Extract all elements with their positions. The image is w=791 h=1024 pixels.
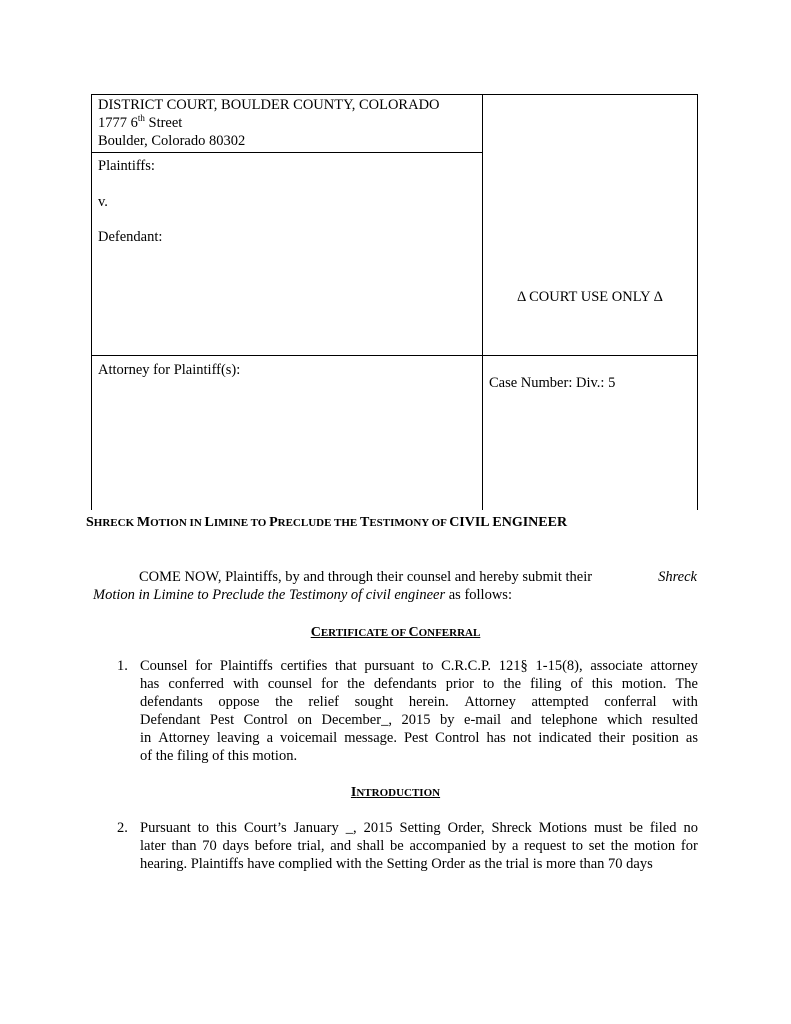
conferral-line [140,747,698,765]
word: with [232,676,259,692]
word: set [588,838,605,854]
title-cap: P [269,515,278,530]
word: Order, [447,820,485,836]
word: pursuant [364,658,415,674]
intro-italic: Shreck [658,569,697,585]
word: the [610,838,629,854]
intro-text: as follows: [445,587,512,603]
word: and [510,712,532,728]
word: days [222,838,250,854]
title-word: CIVIL ENGINEER [449,515,568,530]
conferral-line [140,729,698,747]
word: Court’s [243,820,287,836]
word: certifies [280,658,328,674]
court-address [98,114,182,132]
word: in [140,730,152,746]
plaintiffs-label: Plaintiffs: [98,158,155,174]
title-word: RECLUDE THE [277,517,360,529]
word: a [511,838,519,854]
word: accompanied [409,838,486,854]
word: be [629,820,643,836]
word: motion. [621,676,667,692]
title-word: ESTIMONY OF [369,517,450,529]
line-text [140,837,698,855]
word: 70 [202,838,217,854]
word: be [390,838,404,854]
word: January [293,820,339,836]
word: Control [435,730,480,746]
word: before [254,838,292,854]
line-text [140,819,698,837]
word: Defendant [140,712,201,728]
word: for [321,676,339,692]
word: Motions [538,820,588,836]
introduction-line [140,819,698,837]
line-text: hearing. Plaintiffs have complied with the Setting Order as the trial is more than 70 days [140,856,653,872]
section-heading-introduction [0,783,791,802]
title-cap: L [204,515,214,530]
word: voicemail [280,730,338,746]
word: the [503,676,522,692]
title-cap: M [136,515,151,530]
line-text [140,729,698,747]
word: their [598,730,626,746]
word: a [266,730,273,746]
intro-italic: Motion in Limine to Preclude the Testimony of civil engineer [93,587,446,603]
intro-paragraph [93,568,697,604]
title-cap: T [359,515,370,530]
word: as [685,730,698,746]
table-top-border [91,94,698,95]
word: trial, [297,838,325,854]
word: of [570,676,583,692]
word: conferred [168,676,224,692]
word: _, [345,820,357,836]
paragraph-number: 1. [117,658,128,674]
word: Attorney [158,730,210,746]
word: conferral [604,694,657,710]
title-word: HRECK [93,517,137,529]
word: has [486,730,506,746]
word: defendants [140,694,203,710]
word: message. [344,730,397,746]
word: to [482,676,495,692]
line-text [140,693,698,711]
word: which [607,712,643,728]
line-text [140,657,698,675]
word: not [512,730,532,746]
versus-label: v. [98,194,108,210]
word: and [330,838,352,854]
table-left-border [91,94,92,510]
word: associate [590,658,643,674]
word: sought [354,694,394,710]
word: the [275,694,293,710]
court-info-divider [91,152,483,153]
word: filed [649,820,677,836]
word: to [571,838,583,854]
word: leaving [216,730,260,746]
word: to [422,658,434,674]
word: indicated [538,730,592,746]
word: position [632,730,679,746]
word: to [197,820,210,836]
attorney-label: Attorney for Plaintiff(s): [98,362,241,378]
word: The [675,676,698,692]
word: oppose [218,694,260,710]
introduction-line [140,837,698,855]
word: Pest [403,730,429,746]
word: prior [445,676,474,692]
introduction-paragraph [140,819,698,873]
word: counsel [267,676,313,692]
word: filing [530,676,562,692]
paragraph-number: 2. [117,820,128,836]
word: defendants [373,676,437,692]
defendant-label: Defendant: [98,229,163,245]
word: resulted [651,712,698,728]
title-cap: S [86,515,94,530]
word: motion [634,838,676,854]
word: Attorney [464,694,516,710]
word: that [334,658,357,674]
word: Pursuant [140,820,191,836]
heading-cap: I [350,785,357,800]
word: Pest [209,712,235,728]
word: Setting [399,820,441,836]
heading-word: ONFERRAL [418,627,481,639]
word: by [440,712,455,728]
conferral-paragraph [140,657,698,765]
conferral-line [140,693,698,711]
word: has [140,676,160,692]
word: with [672,694,698,710]
title-word: OTION IN [150,517,205,529]
word: attorney [650,658,698,674]
heading-word: ERTIFICATE OF [320,627,409,639]
word: telephone [541,712,598,728]
line-text [140,675,698,693]
word: herein. [408,694,449,710]
caption-table [91,94,698,510]
intro-text: COME NOW, Plaintiffs, by and through their counsel and hereby submit their [139,569,593,585]
word: e-mail [464,712,502,728]
court-use-only: Δ COURT USE ONLY Δ [516,289,664,305]
word: 1-15(8), [535,658,583,674]
word: 2015 [363,820,393,836]
word: Shreck [491,820,532,836]
heading-cap: C [408,625,419,640]
word: for [195,658,213,674]
intro-line-2 [93,586,697,604]
word: by [491,838,507,854]
word: shall [356,838,385,854]
intro-line-1 [93,568,697,586]
address-street: Street [144,115,183,131]
court-name: DISTRICT COURT, BOULDER COUNTY, COLORADO [98,97,440,113]
conferral-line [140,711,698,729]
line-text: of the filing of this motion. [140,748,298,764]
word: later [140,838,166,854]
word: must [594,820,623,836]
word: this [216,820,237,836]
word: the [347,676,365,692]
word: for [680,838,698,854]
word: C.R.C.P. [441,658,492,674]
line-text [140,711,698,729]
word: request [524,838,566,854]
parties-divider [91,355,698,356]
introduction-line [140,855,698,873]
section-heading-conferral [0,623,791,642]
court-city: Boulder, Colorado 80302 [98,133,246,149]
word: Control [243,712,288,728]
address-number: 1777 6 [98,115,138,131]
word: 2015 [401,712,431,728]
word: relief [308,694,339,710]
heading-cap: C [310,625,321,640]
word: Counsel [140,658,188,674]
word: attempted [531,694,589,710]
title-word: IMINE TO [213,517,270,529]
address-suffix: th [137,113,145,123]
word: on [297,712,312,728]
table-right-border [697,94,698,510]
word: 121§ [498,658,528,674]
word: December_, [321,712,392,728]
heading-word: NTRODUCTION [356,787,441,799]
word: no [683,820,698,836]
word: than [171,838,197,854]
case-number: Case Number: Div.: 5 [489,375,616,391]
conferral-line [140,675,698,693]
conferral-line [140,657,698,675]
word: Plaintiffs [219,658,273,674]
document-title [86,514,567,532]
word: this [591,676,613,692]
